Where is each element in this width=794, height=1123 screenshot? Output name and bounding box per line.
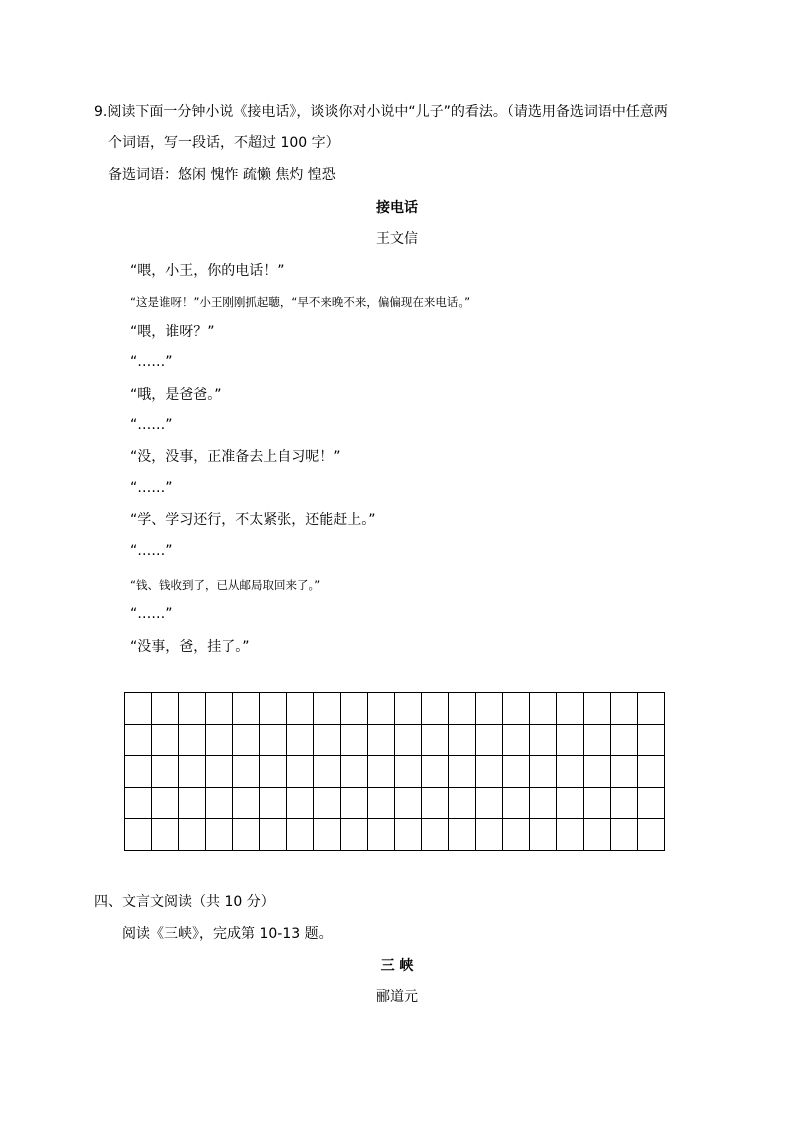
grid-cell[interactable]: [530, 819, 557, 851]
grid-cell[interactable]: [206, 787, 233, 819]
grid-cell[interactable]: [557, 756, 584, 788]
grid-cell[interactable]: [638, 693, 665, 725]
grid-cell[interactable]: [422, 693, 449, 725]
grid-cell[interactable]: [422, 787, 449, 819]
grid-cell[interactable]: [638, 819, 665, 851]
grid-cell[interactable]: [233, 787, 260, 819]
grid-cell[interactable]: [206, 756, 233, 788]
story-line: “……”: [130, 543, 173, 559]
grid-cell[interactable]: [314, 756, 341, 788]
grid-cell[interactable]: [395, 724, 422, 756]
grid-cell[interactable]: [584, 724, 611, 756]
grid-row: [125, 787, 665, 819]
grid-cell[interactable]: [584, 693, 611, 725]
grid-cell[interactable]: [368, 819, 395, 851]
grid-cell[interactable]: [206, 819, 233, 851]
grid-cell[interactable]: [530, 724, 557, 756]
grid-cell[interactable]: [287, 756, 314, 788]
grid-cell[interactable]: [449, 724, 476, 756]
grid-cell[interactable]: [368, 693, 395, 725]
question-9-line2: 个词语，写一段话，不超过 100 字）: [108, 135, 340, 151]
passage-author: 郦道元: [376, 989, 418, 1005]
grid-cell[interactable]: [179, 756, 206, 788]
grid-cell[interactable]: [422, 724, 449, 756]
grid-cell[interactable]: [476, 819, 503, 851]
grid-cell[interactable]: [287, 724, 314, 756]
grid-cell[interactable]: [341, 787, 368, 819]
grid-cell[interactable]: [611, 819, 638, 851]
grid-cell[interactable]: [530, 693, 557, 725]
grid-cell[interactable]: [611, 693, 638, 725]
grid-cell[interactable]: [638, 756, 665, 788]
grid-cell[interactable]: [503, 693, 530, 725]
grid-cell[interactable]: [152, 693, 179, 725]
grid-cell[interactable]: [476, 693, 503, 725]
grid-cell[interactable]: [395, 787, 422, 819]
grid-row: [125, 756, 665, 788]
story-line: “学、学习还行，不太紧张，还能赶上。”: [130, 512, 376, 528]
grid-cell[interactable]: [503, 819, 530, 851]
grid-cell[interactable]: [557, 787, 584, 819]
story-line: “……”: [130, 417, 173, 433]
grid-cell[interactable]: [476, 724, 503, 756]
grid-cell[interactable]: [557, 724, 584, 756]
grid-cell[interactable]: [152, 787, 179, 819]
story-line: “喂，小王，你的电话！”: [130, 263, 285, 279]
grid-cell[interactable]: [341, 693, 368, 725]
grid-cell[interactable]: [260, 756, 287, 788]
story-line: “……”: [130, 606, 173, 622]
grid-cell[interactable]: [449, 787, 476, 819]
grid-cell[interactable]: [584, 787, 611, 819]
answer-grid[interactable]: [124, 692, 665, 851]
grid-cell[interactable]: [611, 756, 638, 788]
grid-cell[interactable]: [287, 693, 314, 725]
grid-cell[interactable]: [260, 819, 287, 851]
grid-cell[interactable]: [557, 693, 584, 725]
grid-cell[interactable]: [584, 756, 611, 788]
grid-cell[interactable]: [368, 756, 395, 788]
grid-cell[interactable]: [395, 819, 422, 851]
grid-cell[interactable]: [503, 756, 530, 788]
grid-cell[interactable]: [476, 756, 503, 788]
candidate-words: 备选词语：悠闲 愧怍 疏懒 焦灼 惶恐: [108, 167, 336, 183]
section-heading: 四、文言文阅读（共 10 分）: [94, 894, 275, 910]
grid-cell[interactable]: [260, 787, 287, 819]
grid-cell[interactable]: [179, 819, 206, 851]
story-line: “哦，是爸爸。”: [130, 387, 222, 403]
story-line: “钱、钱收到了，已从邮局取回来了。”: [130, 578, 321, 592]
grid-cell[interactable]: [233, 819, 260, 851]
story-line: “没事，爸，挂了。”: [130, 639, 250, 655]
grid-cell[interactable]: [449, 819, 476, 851]
grid-cell[interactable]: [314, 724, 341, 756]
grid-cell[interactable]: [260, 724, 287, 756]
grid-cell[interactable]: [314, 693, 341, 725]
grid-cell[interactable]: [638, 724, 665, 756]
grid-row: [125, 693, 665, 725]
story-line: “这是谁呀！”小王刚刚抓起聴，“早不来晚不来，偏偏现在来电话。”: [130, 295, 471, 309]
grid-cell[interactable]: [206, 693, 233, 725]
reading-instruction: 阅读《三峡》，完成第 10-13 题。: [122, 926, 333, 942]
grid-cell[interactable]: [476, 787, 503, 819]
grid-cell[interactable]: [422, 756, 449, 788]
grid-cell[interactable]: [395, 693, 422, 725]
grid-cell[interactable]: [233, 693, 260, 725]
grid-cell[interactable]: [368, 724, 395, 756]
grid-cell[interactable]: [152, 756, 179, 788]
story-line: “没，没事，正准备去上自习呢！”: [130, 449, 341, 465]
grid-cell[interactable]: [449, 756, 476, 788]
grid-cell[interactable]: [152, 724, 179, 756]
grid-cell[interactable]: [179, 787, 206, 819]
grid-cell[interactable]: [611, 787, 638, 819]
grid-cell[interactable]: [152, 819, 179, 851]
grid-cell[interactable]: [125, 724, 152, 756]
story-title: 接电话: [376, 200, 418, 216]
grid-cell[interactable]: [368, 787, 395, 819]
grid-cell[interactable]: [530, 756, 557, 788]
grid-cell[interactable]: [206, 724, 233, 756]
passage-title: 三 峡: [380, 958, 414, 974]
story-line: “……”: [130, 480, 173, 496]
grid-cell[interactable]: [503, 787, 530, 819]
grid-cell[interactable]: [503, 724, 530, 756]
story-line: “喂，谁呀？”: [130, 324, 215, 340]
grid-cell[interactable]: [260, 693, 287, 725]
grid-cell[interactable]: [125, 787, 152, 819]
grid-cell[interactable]: [557, 819, 584, 851]
grid-cell[interactable]: [179, 693, 206, 725]
grid-cell[interactable]: [530, 787, 557, 819]
grid-cell[interactable]: [584, 819, 611, 851]
grid-cell[interactable]: [395, 756, 422, 788]
grid-cell[interactable]: [449, 693, 476, 725]
question-9-line1: 9.阅读下面一分钟小说《接电话》，谈谈你对小说中“儿子”的看法。（请选用备选词语中任意两: [94, 104, 668, 120]
story-author: 王文信: [376, 231, 418, 247]
grid-cell[interactable]: [125, 756, 152, 788]
grid-cell[interactable]: [287, 787, 314, 819]
grid-cell[interactable]: [611, 724, 638, 756]
grid-cell[interactable]: [287, 819, 314, 851]
grid-cell[interactable]: [125, 819, 152, 851]
grid-cell[interactable]: [233, 724, 260, 756]
grid-cell[interactable]: [179, 724, 206, 756]
grid-cell[interactable]: [341, 724, 368, 756]
grid-cell[interactable]: [341, 819, 368, 851]
grid-cell[interactable]: [314, 819, 341, 851]
grid-row: [125, 724, 665, 756]
grid-cell[interactable]: [422, 819, 449, 851]
grid-cell[interactable]: [638, 787, 665, 819]
grid-cell[interactable]: [341, 756, 368, 788]
grid-cell[interactable]: [233, 756, 260, 788]
grid-cell[interactable]: [125, 693, 152, 725]
grid-row: [125, 819, 665, 851]
grid-cell[interactable]: [314, 787, 341, 819]
story-line: “……”: [130, 354, 173, 370]
